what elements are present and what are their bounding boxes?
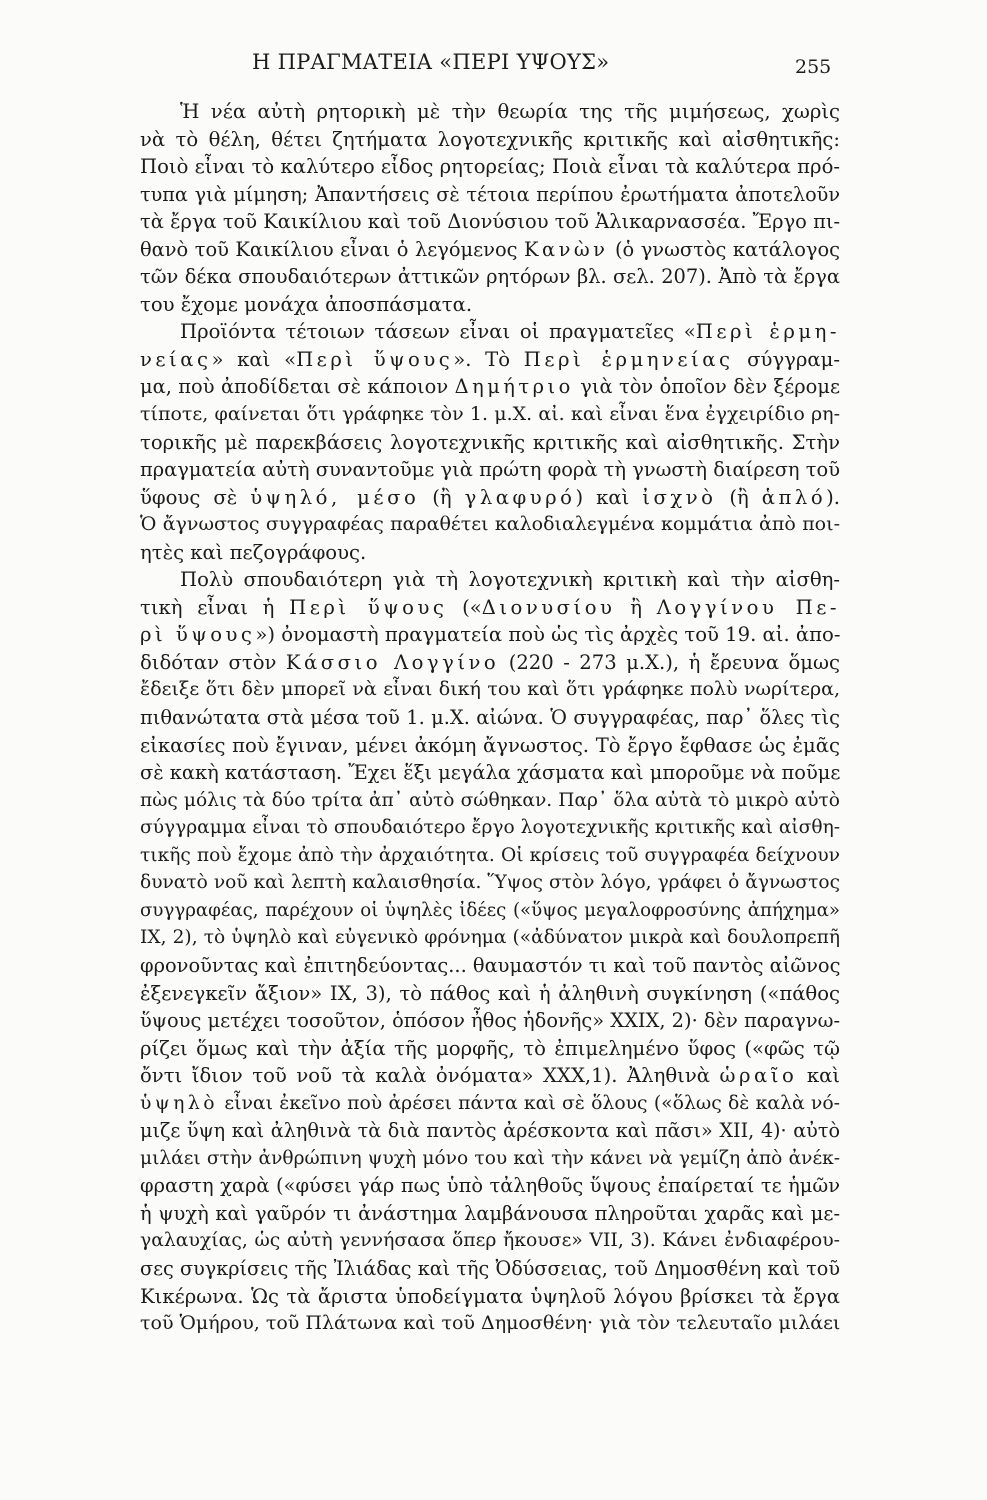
text-run: ») ὀνομαστὴ πραγματεία ποὺ ὡς τὶς ἀρχὲς τοῦ 19. αἰ. ἀπο- <box>255 623 841 647</box>
text-line <box>140 1227 840 1255</box>
text-line <box>140 429 840 457</box>
text-run: ἢ <box>615 595 657 619</box>
text-run: νὰ τὸ θέλη, θέτει ζητήματα λογοτεχνικῆς κριτικῆς καὶ αἰσθητικῆς: <box>140 127 840 151</box>
text-line <box>140 153 840 181</box>
text-run: σύγγραμμα εἶναι τὸ σπουδαιότερο ἔργο λογοτεχνικῆς κριτικῆς καὶ αἰσθη- <box>140 817 840 839</box>
text-run: μιζε ὕψη καὶ ἀληθινὰ τὰ διὰ παντὸς ἀρέσκοντα καὶ πᾶσι» ΧΙΙ, 4)· αὐτὸ <box>140 1119 840 1143</box>
text-line <box>140 566 840 594</box>
spaced-emphasis: ὑψηλό, μέσο <box>250 485 420 509</box>
text-run: Ἡ νέα αὐτὴ ρητορικὴ μὲ τὴν θεωρία της τῆς μιμήσεως, χωρὶς <box>180 100 840 123</box>
spaced-emphasis: Περὶ ὕψους <box>289 595 448 619</box>
paragraph <box>140 566 840 1337</box>
text-run: (« <box>447 595 482 619</box>
text-line <box>140 1172 840 1200</box>
text-line <box>140 346 840 374</box>
text-run: τικὴ εἶναι ἡ <box>140 595 290 619</box>
text-run: εἰκασίες ποὺ ἔγιναν, μένει ἀκόμη ἄγνωστος. Τὸ ἔργο ἔφθασε ὡς ἐμᾶς <box>140 733 840 757</box>
page-number: 255 <box>795 56 832 78</box>
text-line <box>140 373 840 401</box>
paragraph <box>140 318 840 566</box>
text-run: (ὁ γνωστὸς κατάλογος <box>608 237 840 261</box>
text-line <box>140 980 840 1008</box>
text-run: διδόταν στὸν <box>140 650 286 674</box>
text-line <box>140 1255 840 1283</box>
text-run: φρονοῦντας καὶ ἐπιτηδεύοντας... θαυμαστόν τι καὶ τοῦ παντὸς αἰῶνος <box>140 953 841 977</box>
text-run: ὕψους μετέχει τοσοῦτον, ὁπόσον ἦθος ἡδονῆς» ΧΧΙΧ, 2)· δὲν παραγνω- <box>140 1009 841 1033</box>
text-line <box>140 704 840 732</box>
text-line <box>140 732 840 760</box>
text-line <box>140 1117 840 1145</box>
text-run: σύγγραμ- <box>733 347 840 371</box>
text-run: Πολὺ σπουδαιότερη γιὰ τὴ λογοτεχνικὴ κριτικὴ καὶ τὴν αἰσθη- <box>180 568 840 592</box>
spaced-emphasis: ἁπλό <box>761 485 827 509</box>
text-run: τυπα γιὰ μίμηση; Ἀπαντήσεις σὲ τέτοια περίπου ἐρωτήματα ἀποτελοῦν <box>140 182 840 206</box>
text-line <box>140 1062 840 1090</box>
text-line <box>140 924 840 952</box>
text-run: (ἢ <box>419 485 465 509</box>
text-line <box>140 456 840 484</box>
text-line <box>140 511 840 539</box>
text-line <box>140 1145 840 1173</box>
text-run: τοῦ Ὁμήρου, τοῦ Πλάτωνα καὶ τοῦ Δημοσθένη· γιὰ τὸν τελευταῖο μιλάει <box>140 1312 841 1335</box>
text-line <box>140 952 840 980</box>
text-line <box>140 1035 840 1063</box>
spaced-emphasis: Διονυσίου <box>481 595 616 619</box>
spaced-emphasis: Περὶ ὕψους <box>296 347 454 371</box>
text-line <box>140 1310 840 1338</box>
text-line <box>140 759 840 787</box>
spaced-emphasis: ὡραῖο <box>719 1064 798 1088</box>
text-run: τὰ ἔργα τοῦ Καικίλιου καὶ τοῦ Διονύσιου τοῦ Ἁλικαρνασσέα. Ἔργο πι- <box>140 210 840 234</box>
spaced-emphasis: γλαφυρό <box>464 485 576 509</box>
text-run: ὕφους σὲ <box>140 485 251 509</box>
text-run: γιὰ τὸν ὁποῖον δὲν ξέρομε <box>573 375 840 399</box>
text-run: του ἔχομε μονάχα ἀποσπάσματα. <box>140 292 473 316</box>
spaced-emphasis: ὑψηλὸ <box>140 1092 219 1114</box>
text-run: τίποτε, φαίνεται ὅτι γράφηκε τὸν 1. μ.Χ. αἰ. καὶ εἶναι ἕνα ἐγχειρίδιο ρη- <box>140 403 840 426</box>
text-run: Ὁ ἄγνωστος συγγραφέας παραθέτει καλοδιαλεγμένα κομμάτια ἀπὸ ποι- <box>140 513 840 536</box>
body-text <box>140 98 840 1338</box>
spaced-emphasis: Κανὼν <box>524 237 609 261</box>
spaced-emphasis: νείας <box>140 347 212 371</box>
text-run: τῶν δέκα σπουδαιότερων ἀττικῶν ρητόρων βλ. σελ. 207). Ἀπὸ τὰ ἔργα <box>140 265 840 289</box>
text-run: πιθανώτατα στὰ μέσα τοῦ 1. μ.Χ. αἰώνα. Ὁ συγγραφέας, παρ᾽ ὅλες τὶς <box>140 706 840 730</box>
spaced-emphasis: Κάσσιο Λογγίνο <box>285 650 500 674</box>
text-run: Προϊόντα τέτοιων τάσεων εἶναι οἱ πραγματεῖες « <box>180 320 696 344</box>
text-run: εἶναι ἐκεῖνο ποὺ ἀρέσει πάντα καὶ σὲ ὅλους («ὅλως δὲ καλὰ νό- <box>218 1092 840 1114</box>
spaced-emphasis: ρὶ ὕψους <box>140 623 256 647</box>
text-line <box>140 181 840 209</box>
text-run: μα, ποὺ ἀποδίδεται σὲ κάποιον <box>140 375 455 399</box>
text-run: ΙΧ, 2), τὸ ὑψηλὸ καὶ εὐγενικὸ φρόνημα («ἀδύνατον μικρὰ καὶ δουλοπρεπῆ <box>140 927 840 949</box>
spaced-emphasis: Περὶ ἑρμηνείας <box>523 347 734 371</box>
running-title: Η ΠΡΑΓΜΑΤΕΙΑ «ΠΕΡΙ ΥΨΟΥΣ» <box>252 50 610 74</box>
spaced-emphasis: Περὶ ἑρμη- <box>695 320 840 344</box>
text-run: δυνατὸ νοῦ καὶ λεπτὴ καλαισθησία. Ὕψος στὸν λόγο, γράφει ὁ ἄγνωστος <box>140 872 840 894</box>
text-run: συγγραφέας, παρέχουν οἱ ὑψηλὲς ἰδέες («ὕψος μεγαλοφροσύνης ἀπήχημα» <box>140 899 840 921</box>
text-run: θανὸ τοῦ Καικίλιου εἶναι ὁ λεγόμενος <box>140 237 524 261</box>
text-line <box>140 291 840 319</box>
text-run: ητὲς καὶ πεζογράφους. <box>140 540 367 564</box>
text-run: τορικῆς μὲ παρεκβάσεις λογοτεχνικῆς κριτικῆς καὶ αἰσθητικῆς. Στὴν <box>140 430 840 454</box>
text-line <box>140 897 840 925</box>
text-run: Κικέρωνα. Ὡς τὰ ἄριστα ὑποδείγματα ὑψηλοῦ λόγου βρίσκει τὰ ἔργα <box>140 1284 840 1308</box>
text-line <box>140 539 840 567</box>
text-run: » καὶ « <box>211 347 297 371</box>
text-line <box>140 1283 840 1311</box>
text-run: ». Τὸ <box>453 347 524 371</box>
text-line <box>140 676 840 704</box>
text-line <box>140 787 840 815</box>
text-run: (220 - 273 μ.Χ.), ἡ ἔρευνα ὅμως <box>499 650 840 674</box>
text-run: ὄντι ἴδιον τοῦ νοῦ τὰ καλὰ ὀνόματα» ΧΧΧ,1). Ἀληθινὰ <box>140 1064 720 1088</box>
text-line <box>140 263 840 291</box>
spaced-emphasis: Λογγίνου Πε- <box>656 595 840 619</box>
text-line <box>140 401 840 429</box>
text-run: ) καὶ <box>575 485 643 509</box>
text-line <box>140 1007 840 1035</box>
text-run: σὲ κακὴ κατάσταση. Ἔχει ἕξι μεγάλα χάσματα καὶ μποροῦμε νὰ ποῦμε <box>140 761 841 785</box>
text-run: πραγματεία αὐτὴ συναντοῦμε γιὰ πρώτη φορὰ τὴ γνωστὴ διαίρεση τοῦ <box>140 458 840 482</box>
paragraph <box>140 98 840 318</box>
text-run: ἔδειξε ὅτι δὲν μπορεῖ νὰ εἶναι δική του καὶ ὅτι γράφηκε πολὺ νωρίτερα, <box>140 678 840 701</box>
text-run: ἐξενεγκεῖν ἄξιον» ΙΧ, 3), τὸ πάθος καὶ ἡ ἀληθινὴ συγκίνηση («πάθος <box>140 981 840 1005</box>
text-line <box>140 1090 840 1118</box>
text-line <box>140 814 840 842</box>
text-line <box>140 842 840 870</box>
text-line <box>140 594 840 622</box>
text-run: ρίζει ὅμως καὶ τὴν ἀξία τῆς μορφῆς, τὸ ἐπιμελημένο ὕφος («φῶς τῷ <box>140 1036 840 1060</box>
text-run: ). <box>826 485 840 509</box>
text-run: πὼς μόλις τὰ δύο τρίτα ἀπ᾽ αὐτὸ σώθηκαν. Παρ᾽ ὅλα αὐτὰ τὸ μικρὸ αὐτὸ <box>140 789 840 811</box>
text-run: (ἢ <box>716 485 762 509</box>
spaced-emphasis: ἰσχνὸ <box>642 485 717 509</box>
text-line <box>140 621 840 649</box>
text-line <box>140 649 840 677</box>
text-run: ἡ ψυχὴ καὶ γαῦρόν τι ἀνάστημα λαμβάνουσα πληροῦται χαρᾶς καὶ με- <box>140 1201 840 1225</box>
text-run: Ποιὸ εἶναι τὸ καλύτερο εἶδος ρητορείας; Ποιὰ εἶναι τὰ καλύτερα πρό- <box>140 155 840 179</box>
text-run: καὶ <box>797 1064 841 1088</box>
text-line <box>140 208 840 236</box>
text-run: γαλαυχίας, ὡς αὐτὴ γεννήσασα ὅπερ ἤκουσε» VII, 3). Κάνει ἐνδιαφέρου- <box>140 1230 840 1252</box>
text-line <box>140 318 840 346</box>
text-line <box>140 98 840 126</box>
text-run: μιλάει στὴν ἀνθρώπινη ψυχὴ μόνο του καὶ τὴν κάνει νὰ γεμίζη ἀπὸ ἀνέκ- <box>140 1147 840 1169</box>
text-run: φραστη χαρὰ («φύσει γάρ πως ὑπὸ τἀληθοῦς ὕψους ἐπαίρεταί τε ἡμῶν <box>140 1174 840 1198</box>
text-run: τικῆς ποὺ ἔχομε ἀπὸ τὴν ἀρχαιότητα. Οἱ κρίσεις τοῦ συγγραφέα δείχνουν <box>140 844 840 866</box>
text-line <box>140 1200 840 1228</box>
page-header <box>0 50 987 80</box>
text-line <box>140 126 840 154</box>
text-line <box>140 236 840 264</box>
text-line <box>140 869 840 897</box>
text-run: σες συγκρίσεις τῆς Ἰλιάδας καὶ τῆς Ὀδύσσειας, τοῦ Δημοσθένη καὶ τοῦ <box>140 1256 840 1280</box>
spaced-emphasis: Δημήτριο <box>454 375 574 399</box>
text-line <box>140 484 840 512</box>
